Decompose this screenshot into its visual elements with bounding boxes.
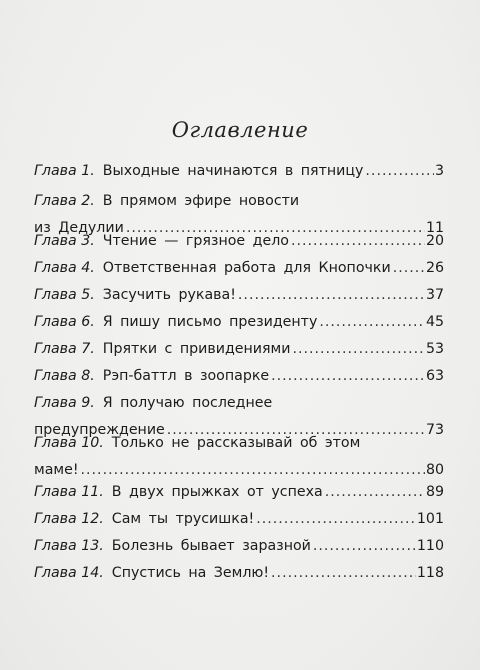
chapter-title: Спустись на Землю!	[111, 565, 270, 581]
page-number: 53	[425, 341, 444, 357]
chapter-title: В прямом эфире новости	[102, 193, 300, 209]
chapter-title: Засучить рукава!	[102, 287, 236, 303]
chapter-title: из Дедулии	[34, 220, 124, 236]
chapter-title: Я получаю последнее	[102, 395, 273, 411]
page-number: 80	[425, 462, 444, 478]
toc-entry[interactable]	[34, 282, 444, 309]
toc-entry[interactable]	[34, 255, 444, 282]
chapter-title: В двух прыжках от успеха	[111, 484, 323, 500]
dot-leader	[325, 479, 425, 506]
dot-leader	[319, 309, 425, 336]
toc-entry[interactable]	[34, 506, 444, 533]
toc-entry[interactable]	[34, 479, 444, 506]
dot-leader	[271, 363, 425, 390]
toc-entry[interactable]	[34, 309, 444, 336]
toc-entry[interactable]	[34, 363, 444, 390]
toc-entry-line	[34, 430, 444, 457]
page-number: 118	[416, 565, 444, 581]
chapter-number: Глава 7.	[34, 341, 95, 357]
toc-entry[interactable]	[34, 228, 444, 255]
dot-leader	[365, 158, 434, 185]
chapter-number: Глава 11.	[34, 484, 104, 500]
chapter-title: Прятки с привидениями	[102, 341, 291, 357]
toc-entry-line	[34, 336, 444, 363]
dot-leader	[271, 560, 416, 587]
toc-entry-line	[34, 228, 444, 255]
chapter-title: Ответственная работа для Кнопочки	[102, 260, 391, 276]
toc-entry-line	[34, 282, 444, 309]
chapter-title: Сам ты трусишка!	[111, 511, 255, 527]
page-title: Оглавление	[171, 118, 309, 142]
chapter-title: Я пишу письмо президенту	[102, 314, 318, 330]
toc-entry[interactable]	[34, 533, 444, 560]
toc-entry[interactable]	[34, 336, 444, 363]
dot-leader	[313, 533, 416, 560]
chapter-title: Только не рассказывай об этом	[111, 435, 361, 451]
chapter-number: Глава 2.	[34, 193, 95, 209]
chapter-number: Глава 8.	[34, 368, 95, 384]
page-number: 45	[425, 314, 444, 330]
page-number: 101	[416, 511, 444, 527]
page-number: 110	[416, 538, 444, 554]
toc-entry-line	[34, 363, 444, 390]
toc-entry-line	[34, 506, 444, 533]
chapter-number: Глава 1.	[34, 163, 95, 179]
chapter-title: маме!	[34, 462, 79, 478]
chapter-number: Глава 5.	[34, 287, 95, 303]
page-number: 37	[425, 287, 444, 303]
chapter-number: Глава 6.	[34, 314, 95, 330]
dot-leader	[291, 228, 425, 255]
toc-entry[interactable]	[34, 560, 444, 587]
toc-entry-line	[34, 188, 444, 215]
chapter-number: Глава 14.	[34, 565, 104, 581]
chapter-number: Глава 12.	[34, 511, 104, 527]
toc-entry-line	[34, 309, 444, 336]
dot-leader	[393, 255, 425, 282]
chapter-title: Рэп-баттл в зоопарке	[102, 368, 270, 384]
toc-entry-line	[34, 390, 444, 417]
toc-entry-line	[34, 560, 444, 587]
page-number: 26	[425, 260, 444, 276]
dot-leader	[292, 336, 424, 363]
toc-entry[interactable]	[34, 158, 444, 185]
chapter-number: Глава 13.	[34, 538, 104, 554]
page-number: 3	[434, 163, 444, 179]
chapter-number: Глава 9.	[34, 395, 95, 411]
dot-leader	[238, 282, 425, 309]
page-number: 73	[425, 422, 444, 438]
chapter-title: Болезнь бывает заразной	[111, 538, 311, 554]
page-number: 89	[425, 484, 444, 500]
chapter-title: Чтение — грязное дело	[102, 233, 289, 249]
chapter-number: Глава 3.	[34, 233, 95, 249]
page-number: 11	[425, 220, 444, 236]
toc-entry-line	[34, 479, 444, 506]
toc-entry-line	[34, 533, 444, 560]
toc-entry-line	[34, 255, 444, 282]
toc-entry-line	[34, 158, 444, 185]
toc-entry[interactable]	[34, 430, 444, 484]
page-number: 20	[425, 233, 444, 249]
dot-leader	[256, 506, 416, 533]
chapter-number: Глава 4.	[34, 260, 95, 276]
chapter-number: Глава 10.	[34, 435, 104, 451]
page-number: 63	[425, 368, 444, 384]
chapter-title: предупреждение	[34, 422, 165, 438]
chapter-title: Выходные начинаются в пятницу	[102, 163, 364, 179]
